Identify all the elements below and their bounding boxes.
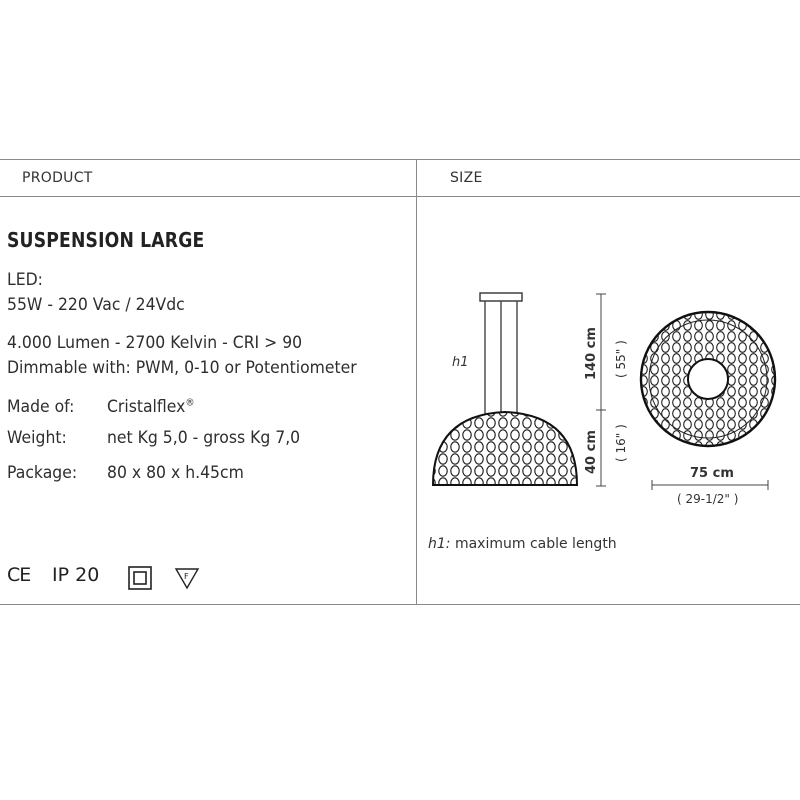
- class-ii-insulation-icon: [128, 566, 152, 590]
- ip-rating: IP 20: [52, 564, 100, 586]
- weight-label: Weight:: [7, 428, 67, 448]
- column-divider: [416, 159, 417, 605]
- lamp-side-view-drawing: [425, 285, 585, 495]
- package-value: 80 x 80 x h.45cm: [107, 463, 244, 483]
- package-label: Package:: [7, 463, 78, 483]
- cable-length-note: [428, 536, 617, 552]
- product-column-header: PRODUCT: [22, 170, 93, 186]
- shade-height-cm: 40 cm: [584, 430, 599, 474]
- material-name: Cristalflex: [107, 397, 186, 417]
- f-mark-triangle-icon: [174, 566, 200, 590]
- center-opening: [688, 359, 728, 399]
- header-divider: [0, 196, 800, 197]
- led-label: LED:: [7, 270, 43, 290]
- diameter-in: ( 29-1/2" ): [677, 492, 739, 506]
- note-prefix: h1:: [428, 536, 451, 552]
- lumen-spec: 4.000 Lumen - 2700 Kelvin - CRI > 90: [7, 333, 303, 353]
- power-spec: 55W - 220 Vac / 24Vdc: [7, 295, 185, 315]
- registered-mark: ®: [185, 397, 195, 409]
- h1-label: h1: [452, 355, 469, 370]
- cable-length-cm: 140 cm: [584, 327, 599, 380]
- ce-mark: CE: [7, 564, 31, 586]
- cable-length-in: ( 55" ): [614, 340, 628, 378]
- dimmable-spec: Dimmable with: PWM, 0-10 or Potentiometer: [7, 358, 357, 378]
- size-column-header: SIZE: [450, 170, 483, 186]
- diameter-cm: 75 cm: [690, 466, 734, 481]
- shade-height-in: ( 16" ): [614, 424, 628, 462]
- made-of-value: [107, 397, 195, 417]
- weight-value: net Kg 5,0 - gross Kg 7,0: [107, 428, 301, 448]
- product-title: SUSPENSION LARGE: [7, 228, 205, 252]
- ceiling-canopy: [480, 293, 522, 301]
- table-top-border: [0, 159, 800, 160]
- diameter-dimension-line: [650, 479, 770, 491]
- made-of-label: Made of:: [7, 397, 75, 417]
- table-bottom-border: [0, 604, 800, 605]
- note-text: maximum cable length: [450, 536, 617, 552]
- lamp-top-view-drawing: [638, 309, 778, 449]
- svg-text:F: F: [184, 572, 189, 581]
